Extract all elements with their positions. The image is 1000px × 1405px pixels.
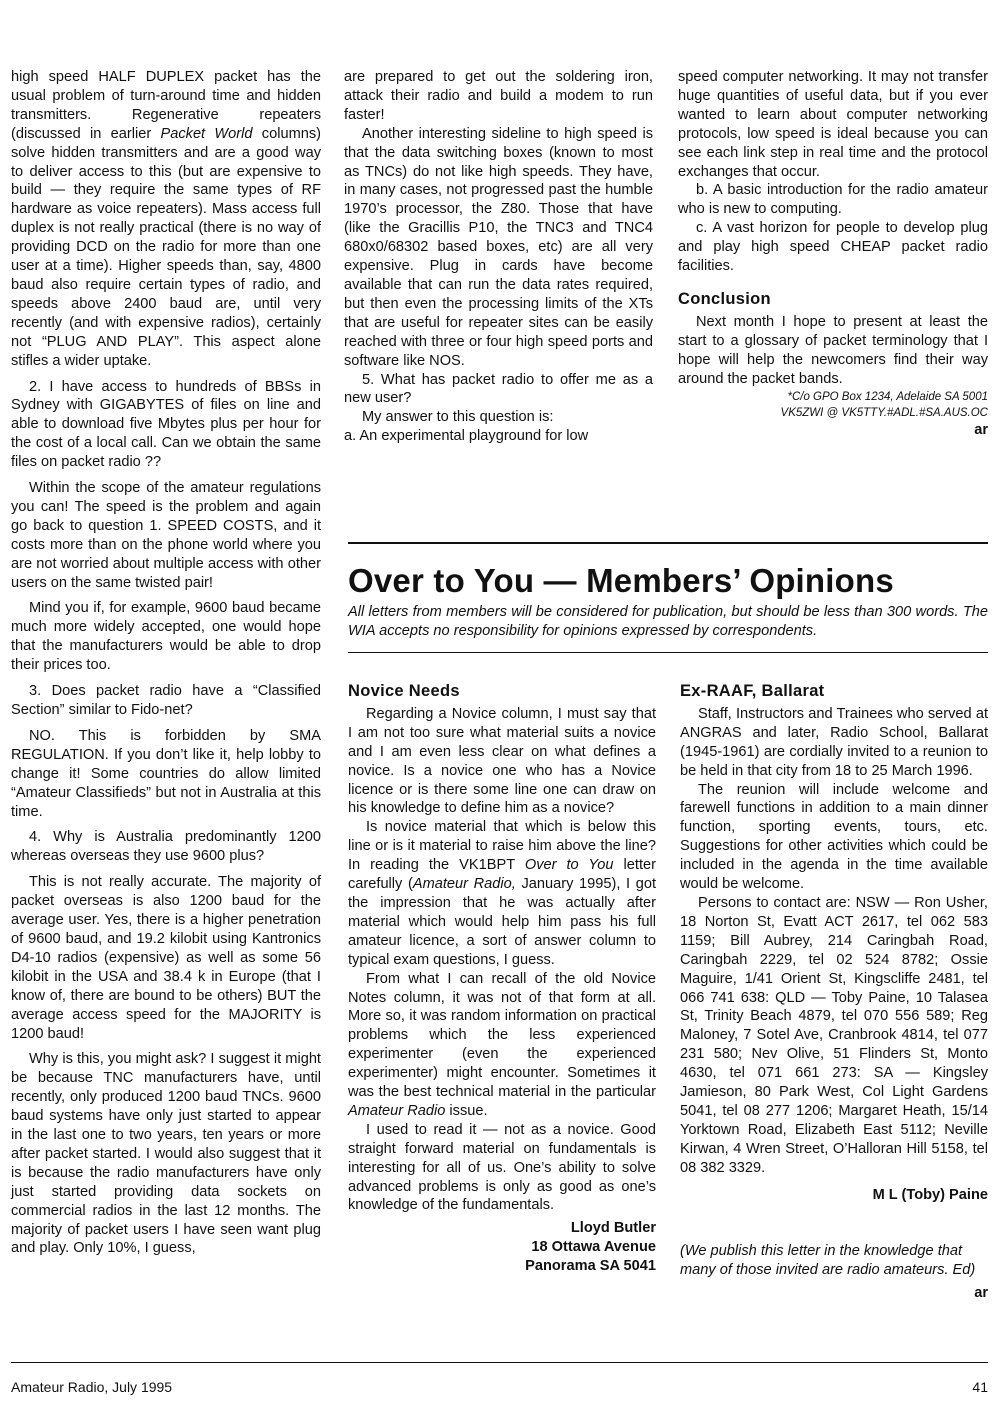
paragraph: 2. I have access to hundreds of BBSs in Sydney with GIGABYTES of files on line and able to download five Mbytes plus per hour for the cost of a local call. Can we obtain the same files on packet radio ?? xyxy=(11,378,321,471)
publication-footer: Amateur Radio, July 1995 xyxy=(11,1379,173,1395)
paragraph: c. A vast horizon for people to develop plug and play high speed CHEAP packet radio facilities. xyxy=(678,220,988,275)
section-title: Over to You — Members’ Opinions xyxy=(348,562,894,599)
author-packet-address: VK5ZWI @ VK5TTY.#ADL.#SA.AUS.OC xyxy=(780,406,988,419)
end-mark: ar xyxy=(974,421,988,438)
paragraph: The reunion will include welcome and farewell functions in addition to a main dinner function, sporting events, tours, etc. Suggestions for other activities which could be included in the agenda in the time available would be welcome. xyxy=(680,781,988,893)
section-heading: Conclusion xyxy=(678,289,771,308)
signature-locality: Panorama SA 5041 xyxy=(525,1258,656,1275)
paragraph: NO. This is forbidden by SMA REGULATION. If you don’t like it, help lobby to change it! Some countries do allow limited “Amateur Classifieds” but not in Australia at this time. xyxy=(11,727,321,820)
paragraph: Next month I hope to present at least the start to a glossary of packet terminology that I hope will help the newcomers find their way around the packet bands. xyxy=(678,313,988,387)
signature-name: Lloyd Butler xyxy=(570,1220,656,1237)
paragraph: Persons to contact are: NSW — Ron Usher, 18 Norton St, Evatt ACT 2617, tel 062 583 1159; Bill Aubrey, 214 Caringbah Road, Caringbah 2229, tel 02 524 8782; Ossie Maguire, 1/41 Orient St, Kingscliffe 2481, tel 066 741 638: QLD — Toby Paine, 10 Talasea St, Trinity Beach 4879, tel 070 556 589; Reg Maloney, 7 Sotel Ave, Cranbrook 4814, tel 077 231 580; Nev Olive, 51 Flinders St, Monto 4630, tel 071 661 273: SA — Kingsley Jamieson, 80 Park West, Col Light Gardens 5041, tel 08 277 1206; Margaret Heath, 15/14 Yorktown Road, Elizabeth East 5112; Neville Kirwan, 4 Wren Street, O’Halloran Hill 5158, tel 08 382 3329. xyxy=(680,894,988,1176)
paragraph: I used to read it — not as a novice. Good straight forward material on fundamentals is interesting for all of us. One’s ability to solve advanced problems is only as good as one’s knowledge of the fundamentals. xyxy=(348,1121,656,1214)
paragraph: Within the scope of the amateur regulations you can! The speed is the problem and again go back to question 1. SPEED COSTS, and it costs more than on the phone world where you are not worried about multiple access with other users on the same twisted pair! xyxy=(11,480,321,591)
footer-rule xyxy=(11,1362,988,1363)
paragraph: 4. Why is Australia predominantly 1200 whereas overseas they use 9600 plus? xyxy=(11,829,321,865)
emphasis: Packet World xyxy=(160,125,253,142)
paragraph: b. A basic introduction for the radio amateur who is new to computing. xyxy=(678,182,988,218)
paragraph: 3. Does packet radio have a “Classified Section” similar to Fido-net? xyxy=(11,683,321,718)
letter-ex-raaf xyxy=(680,682,988,1303)
banner-top-rule xyxy=(348,542,988,544)
column-2 xyxy=(344,68,653,446)
paragraph: Why is this, you might ask? I suggest it might be because TNC manufacturers have, until recently, only produced 1200 baud TNCs. 9600 baud systems have only just started to appear in the last one to two years, ten years or more after packet started. I would also suggest that it is because the radio manufacturers have only just started providing data sockets on commercial radios in the last 12 months. The majority of packet users I have seen want plug and play. Only 10%, I guess, xyxy=(11,1051,321,1257)
paragraph: 5. What has packet radio to offer me as a new user? xyxy=(344,371,653,407)
author-address: *C/o GPO Box 1234, Adelaide SA 5001 xyxy=(787,390,988,403)
paragraph: high speed HALF DUPLEX packet has the usual problem of turn-around time and hidden transmitters. Regenerative repeaters (discussed in earlier Packet World columns) solve hidden transmitters and are a good way to deliver access to this (but are expensive to build — they require the same types of RF hardware as voice repeaters). Mass access full duplex is not really practical (there is no way of providing DCD on the radio for more than one user at a time). Higher speeds than, say, 4800 baud also require certain types of radio, and speeds above 2400 baud are, until very recently (and with expensive radios), certainly not “PLUG AND PLAY”. This aspect alone stifles a wider uptake. xyxy=(11,69,321,369)
paragraph: a. An experimental playground for low xyxy=(344,428,589,445)
end-mark: ar xyxy=(974,1285,988,1302)
letter-heading: Ex-RAAF, Ballarat xyxy=(680,682,825,700)
signature-name: M L (Toby) Paine xyxy=(872,1186,988,1203)
paragraph: From what I can recall of the old Novice Notes column, it was not of that form at all. More so, it was random information on practical problems which the less experienced experimenter (even the experienced experimenter) might encounter. Sometimes it was the best technical material in the particular Amateur Radio issue. xyxy=(348,970,656,1119)
paragraph: Another interesting sideline to high speed is that the data switching boxes (known to most as TNCs) do not like high speeds. They have, in many cases, not progressed past the humble 1970’s processor, the Z80. Those that have (like the Gracillis P10, the TNC3 and TNC4 680x0/68302 based boxes, etc) are all very expensive. Plug in cards have become available that can run the data rates required, but then even the processing limits of the XTs that are useful for repeater sites can be easily reached with three or four high speed ports and software like NOS. xyxy=(344,125,653,369)
banner-bottom-rule xyxy=(348,652,988,653)
page-number: 41 xyxy=(972,1379,988,1395)
paragraph: Mind you if, for example, 9600 baud became much more widely accepted, one would hope that the manufacturers would be able to drop their prices too. xyxy=(11,600,321,674)
letter-novice-needs xyxy=(348,682,656,1276)
paragraph: speed computer networking. It may not transfer huge quantities of useful data, but if you ever wanted to learn about computer networking protocols, low speed is ideal because you can see each link step in real time and the protocol exchanges that occur. xyxy=(678,69,988,180)
column-3 xyxy=(678,68,988,439)
paragraph: This is not really accurate. The majority of packet overseas is also 1200 baud for the average user. Yes, there is a higher penetration of 9600 baud, and 19.2 kilobit using Kantronics D4-10 radios (expensive) as well as some 56 kilobit in the USA and 38.4 k in Europe (that I know of, there are bound to be others) BUT the average access speed for the MAJORITY is 1200 baud! xyxy=(11,874,321,1042)
paragraph: Staff, Instructors and Trainees who served at ANGRAS and later, Radio School, Ballarat (1945-1961) are cordially invited to a reunion to be held in that city from 18 to 25 March 1996. xyxy=(680,705,988,779)
paragraph: Is novice material that which is below this line or is it material to raise him above the line? In reading the VK1BPT Over to You letter carefully (Amateur Radio, January 1995), I got the impression that he was actually after material which would help him pass his full amateur licence, a sort of answer column to typical exam questions, I guess. xyxy=(348,819,656,968)
paragraph: My answer to this question is: xyxy=(362,409,554,426)
column-1 xyxy=(11,68,321,1258)
letter-heading: Novice Needs xyxy=(348,682,460,700)
editor-note: (We publish this letter in the knowledge that many of those invited are radio amateurs. Ed) xyxy=(680,1243,976,1279)
paragraph: are prepared to get out the soldering iron, attack their radio and build a modem to run faster! xyxy=(344,69,653,123)
section-subtitle: All letters from members will be considered for publication, but should be less than 300 words. The WIA accepts no responsibility for opinions expressed by correspondents. xyxy=(348,604,988,639)
signature-address: 18 Ottawa Avenue xyxy=(531,1239,656,1256)
paragraph: Regarding a Novice column, I must say that I am not too sure what material suits a novice and I am even less clear on what defines a novice. Is a novice one who has a Novice licence or is there some line one can draw on his knowledge to define him as a novice? xyxy=(348,705,656,817)
